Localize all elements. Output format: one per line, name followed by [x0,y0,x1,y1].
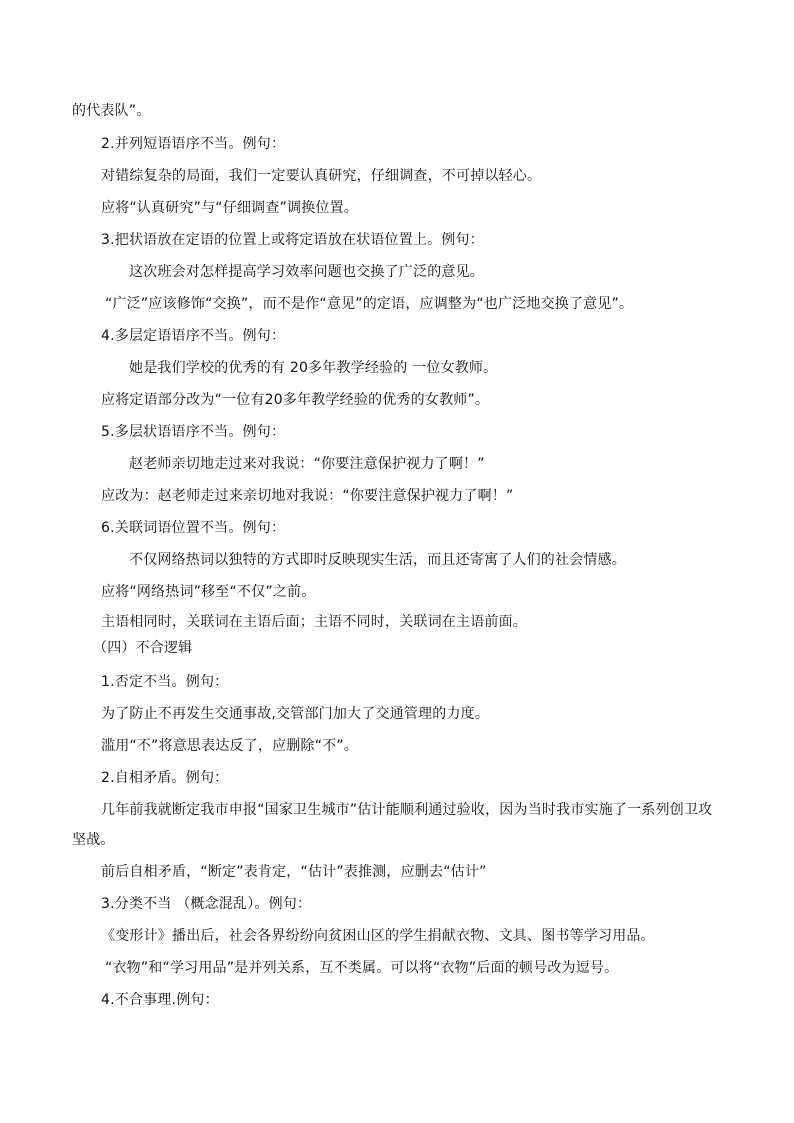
example-sentence: 对错综复杂的局面，我们一定要认真研究，仔细调查，不可掉以轻心。 [101,168,542,184]
section-heading: 4.多层定语语序不当。例句： [101,328,286,344]
section-heading: 3.分类不当 （概念混乱）。例句： [101,896,312,912]
section-heading: 1.否定不当。例句： [101,674,229,690]
example-sentence: 为了防止不再发生交通事故,交管部门加大了交通管理的力度。 [101,706,490,722]
section-heading: 3.把状语放在定语的位置上或将定语放在状语位置上。例句： [101,232,484,248]
correction-text: “广泛”应该修饰“交换”，而不是作“意见”的定语，应调整为“也广泛地交换了意见”。 [105,296,634,312]
example-sentence: 这次班会对怎样提高学习效率问题也交换了广泛的意见。 [129,264,484,280]
correction-text: 主语相同时，关联词在主语后面；主语不同时，关联词在主语前面。 [101,614,527,630]
section-heading: 5.多层状语语序不当。例句： [101,424,286,440]
correction-text: 应将定语部分改为“一位有20多年教学经验的优秀的女教师”。 [101,392,490,408]
category-heading: （四）不合逻辑 [93,640,193,656]
correction-text: 应改为：赵老师走过来亲切地对我说：“你要注意保护视力了啊！” [101,488,514,504]
text-line: 的代表队”。 [72,103,151,119]
section-heading: 2.并列短语语序不当。例句： [101,136,286,152]
section-heading: 6.关联词语位置不当。例句： [101,520,286,536]
section-heading: 4.不合事理.例句： [101,992,219,1008]
correction-text: 应将“网络热词”移至“不仅”之前。 [101,584,316,600]
correction-text: 应将“认真研究”与“仔细调查”调换位置。 [101,200,359,216]
correction-text: 滥用“不”将意思表达反了，应删除“不”。 [101,738,359,754]
correction-text: 前后自相矛盾，“断定”表肯定，“估计”表推测，应删去“估计” [101,864,487,880]
section-heading: 2.自相矛盾。例句： [101,770,229,786]
example-sentence: 几年前我就断定我市申报“国家卫生城市”估计能顺利通过验收，因为当时我市实施了一系列创卫攻 [101,802,713,818]
example-sentence: 赵老师亲切地走过来对我说：“你要注意保护视力了啊！” [129,456,485,472]
example-sentence-continued: 坚战。 [72,832,115,848]
example-sentence: 她是我们学校的优秀的有 20多年教学经验的 一位女教师。 [129,360,498,376]
example-sentence: 不仅网络热词以独特的方式即时反映现实生活，而且还寄寓了人们的社会情感。 [129,552,626,568]
example-sentence: 《变形计》播出后，社会各界纷纷向贫困山区的学生捐献衣物、文具、图书等学习用品。 [101,928,655,944]
correction-text: “衣物”和“学习用品”是并列关系，互不类属。可以将“衣物”后面的顿号改为逗号。 [105,960,619,976]
